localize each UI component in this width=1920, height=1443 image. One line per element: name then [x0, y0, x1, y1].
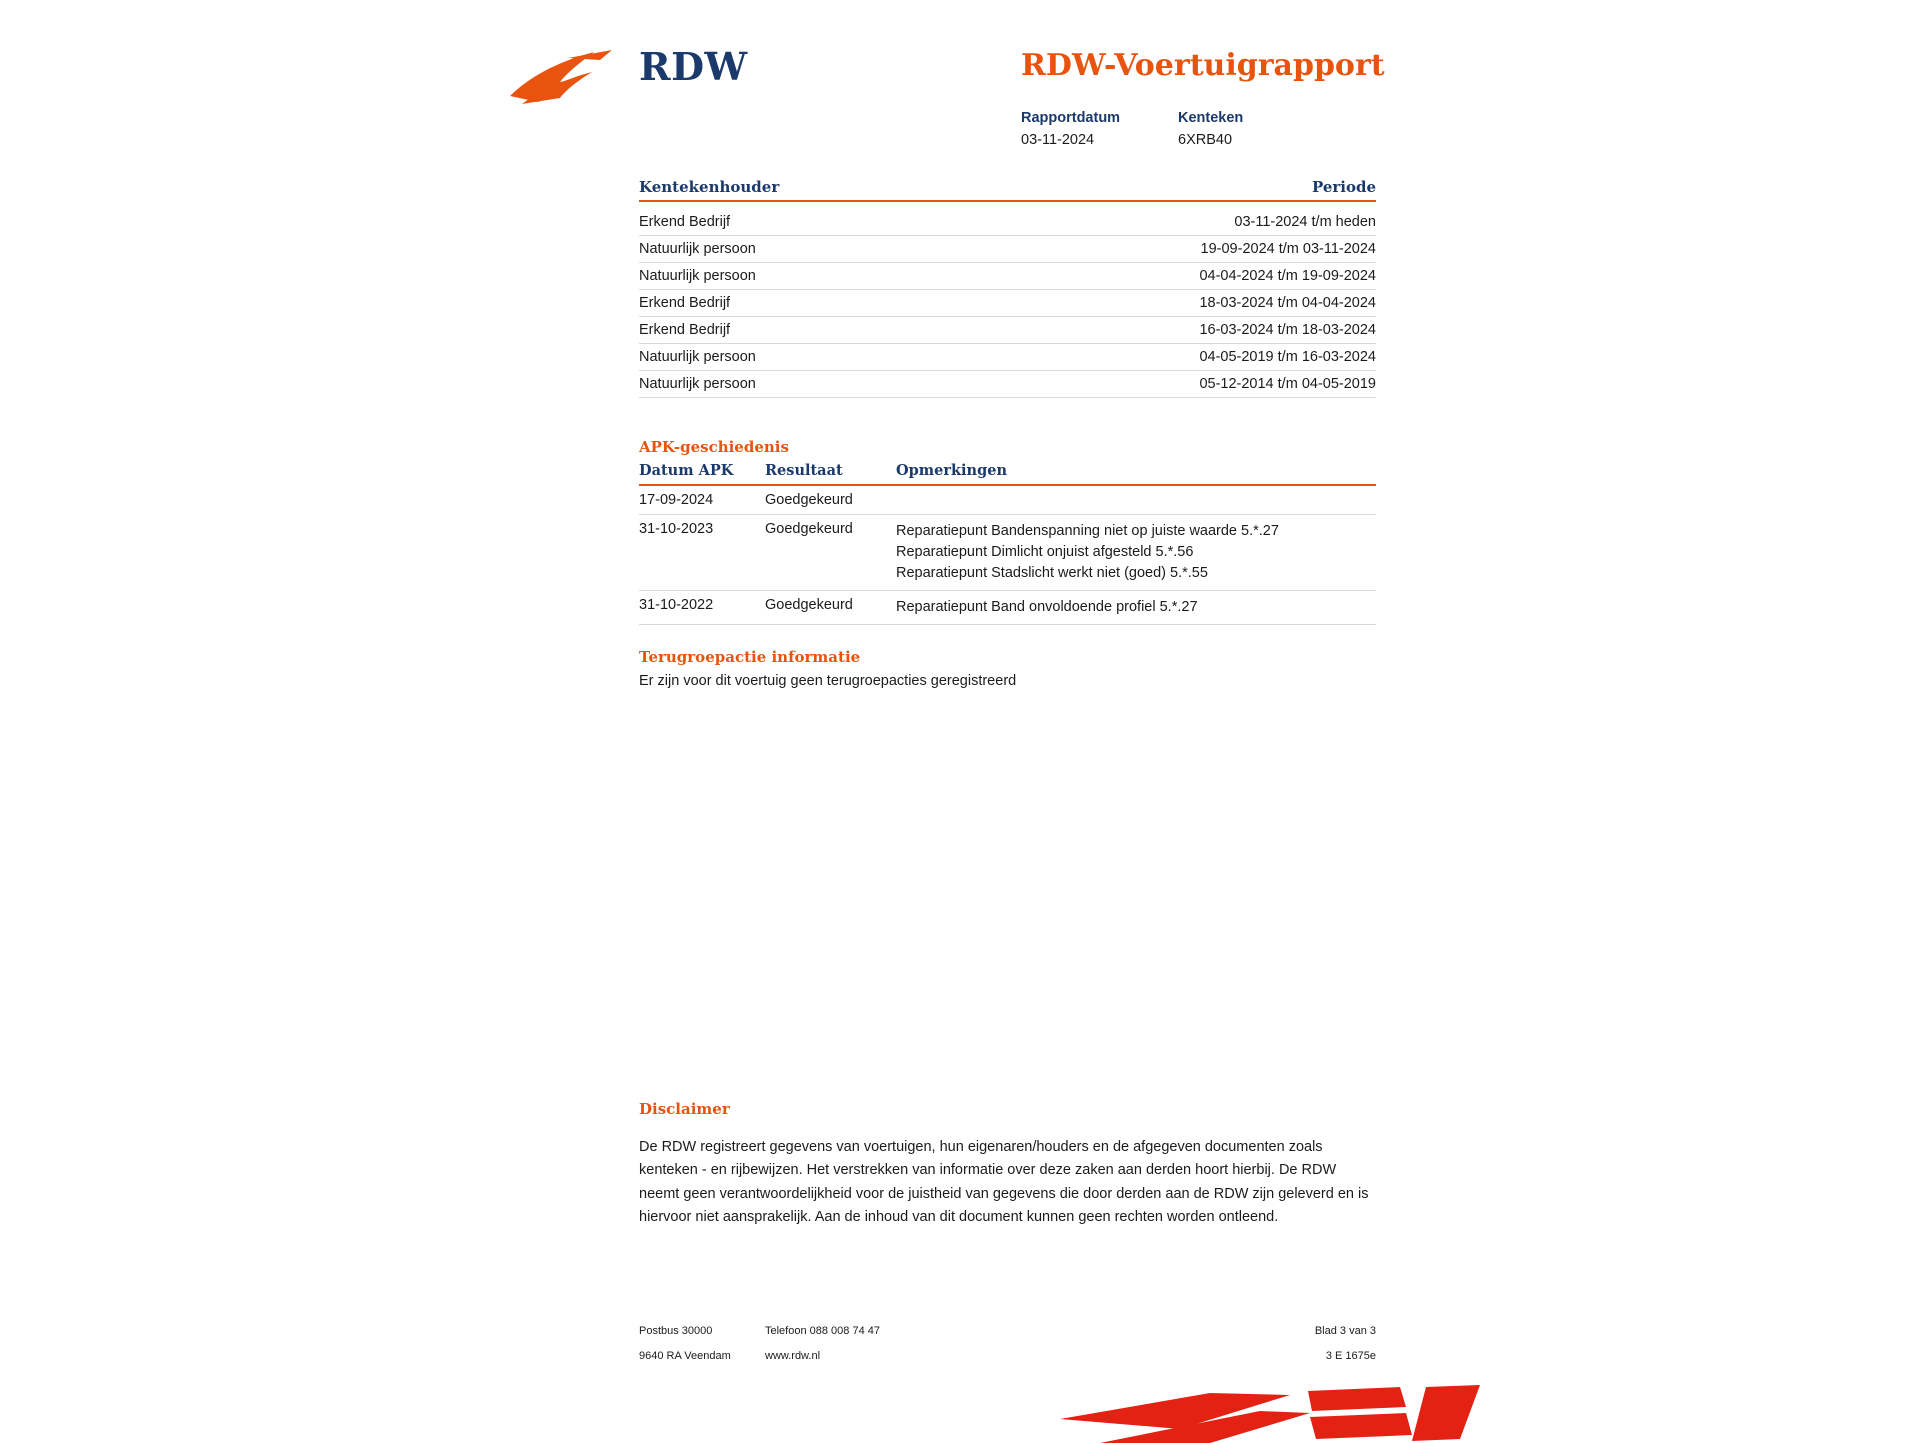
rdw-wordmark: RDW	[639, 44, 748, 89]
table-row	[639, 344, 1376, 371]
footer-website[interactable]: www.rdw.nl	[765, 1350, 821, 1362]
holder-type: Natuurlijk persoon	[639, 371, 933, 398]
footer	[639, 1325, 1376, 1375]
table-row	[639, 591, 1376, 625]
table-row	[639, 263, 1376, 290]
table-row	[639, 317, 1376, 344]
plate-value: 6XRB40	[1178, 132, 1233, 148]
table-row	[639, 371, 1376, 398]
holder-period: 16-03-2024 t/m 18-03-2024	[933, 317, 1376, 344]
page-title: RDW-Voertuigrapport	[1021, 48, 1385, 83]
footer-city: 9640 RA Veendam	[639, 1350, 731, 1362]
recall-section-text: Er zijn voor dit voertuig geen terugroepacties geregistreerd	[639, 673, 1017, 689]
holder-period: 04-04-2024 t/m 19-09-2024	[933, 263, 1376, 290]
apk-col-date: Datum APK	[639, 462, 765, 485]
report-date-label: Rapportdatum	[1021, 110, 1121, 126]
table-row	[639, 485, 1376, 515]
apk-table	[639, 462, 1376, 625]
holder-type: Erkend Bedrijf	[639, 290, 933, 317]
table-row	[639, 290, 1376, 317]
table-row	[639, 202, 1376, 236]
recall-section-title: Terugroepactie informatie	[639, 648, 861, 666]
apk-remarks	[896, 485, 1376, 515]
holder-period: 03-11-2024 t/m heden	[933, 202, 1376, 236]
apk-col-remarks: Opmerkingen	[896, 462, 1376, 485]
holders-section-header	[639, 178, 1376, 202]
rdw-footer-stripes-icon	[1060, 1385, 1480, 1443]
apk-remark: Reparatiepunt Band onvoldoende profiel 5.*.27	[896, 599, 1198, 615]
disclaimer-section-title: Disclaimer	[639, 1100, 730, 1118]
disclaimer-section	[639, 1100, 1376, 1230]
report-meta	[1021, 110, 1541, 148]
table-row	[639, 236, 1376, 263]
apk-result: Goedgekeurd	[765, 515, 896, 591]
holders-section	[639, 178, 1376, 398]
apk-date: 31-10-2022	[639, 591, 765, 625]
apk-remark: Reparatiepunt Dimlicht onjuist afgesteld 5.*.56	[896, 544, 1194, 560]
footer-page-number: Blad 3 van 3	[1314, 1325, 1376, 1337]
holders-period-label: Periode	[1311, 178, 1376, 196]
holder-period: 19-09-2024 t/m 03-11-2024	[933, 236, 1376, 263]
apk-table-header-row	[639, 462, 1376, 485]
footer-po-box: Postbus 30000	[639, 1325, 713, 1337]
apk-col-result: Resultaat	[765, 462, 896, 485]
holders-table	[639, 202, 1376, 398]
apk-result: Goedgekeurd	[765, 591, 896, 625]
plate-label: Kenteken	[1178, 110, 1244, 126]
apk-section-title: APK-geschiedenis	[639, 438, 789, 456]
report-date-value: 03-11-2024	[1021, 132, 1095, 148]
apk-remark: Reparatiepunt Bandenspanning niet op juiste waarde 5.*.27	[896, 523, 1279, 539]
holder-type: Natuurlijk persoon	[639, 263, 933, 290]
apk-remarks	[896, 591, 1376, 625]
apk-section	[639, 438, 1376, 625]
holder-period: 05-12-2014 t/m 04-05-2019	[933, 371, 1376, 398]
rdw-swoosh-logo-icon	[508, 48, 618, 110]
apk-date: 31-10-2023	[639, 515, 765, 591]
holder-type: Natuurlijk persoon	[639, 236, 933, 263]
table-row	[639, 515, 1376, 591]
holder-period: 18-03-2024 t/m 04-04-2024	[933, 290, 1376, 317]
holder-period: 04-05-2019 t/m 16-03-2024	[933, 344, 1376, 371]
holder-type: Erkend Bedrijf	[639, 317, 933, 344]
footer-doc-code: 3 E 1675e	[1325, 1350, 1376, 1362]
footer-phone: Telefoon 088 008 74 47	[765, 1325, 880, 1337]
apk-remarks	[896, 515, 1376, 591]
apk-date: 17-09-2024	[639, 485, 765, 515]
holder-type: Erkend Bedrijf	[639, 202, 933, 236]
apk-remark: Reparatiepunt Stadslicht werkt niet (goed) 5.*.55	[896, 565, 1208, 581]
holders-section-title: Kentekenhouder	[639, 178, 780, 196]
disclaimer-section-text: De RDW registreert gegevens van voertuigen, hun eigenaren/houders en de afgegeven documenten zoals kenteken - en rijbewijzen. Het verstrekken van informatie over deze zaken aan derden hoort hierbij. De RDW neemt geen verantwoordelijkheid voor de juistheid van gegevens die door derden aan de RDW zijn geleverd en is hiervoor niet aansprakelijk. Aan de inhoud van dit document kunnen geen rechten worden ontleend.	[639, 1139, 1369, 1226]
apk-result: Goedgekeurd	[765, 485, 896, 515]
recall-section	[639, 648, 1376, 692]
holder-type: Natuurlijk persoon	[639, 344, 933, 371]
